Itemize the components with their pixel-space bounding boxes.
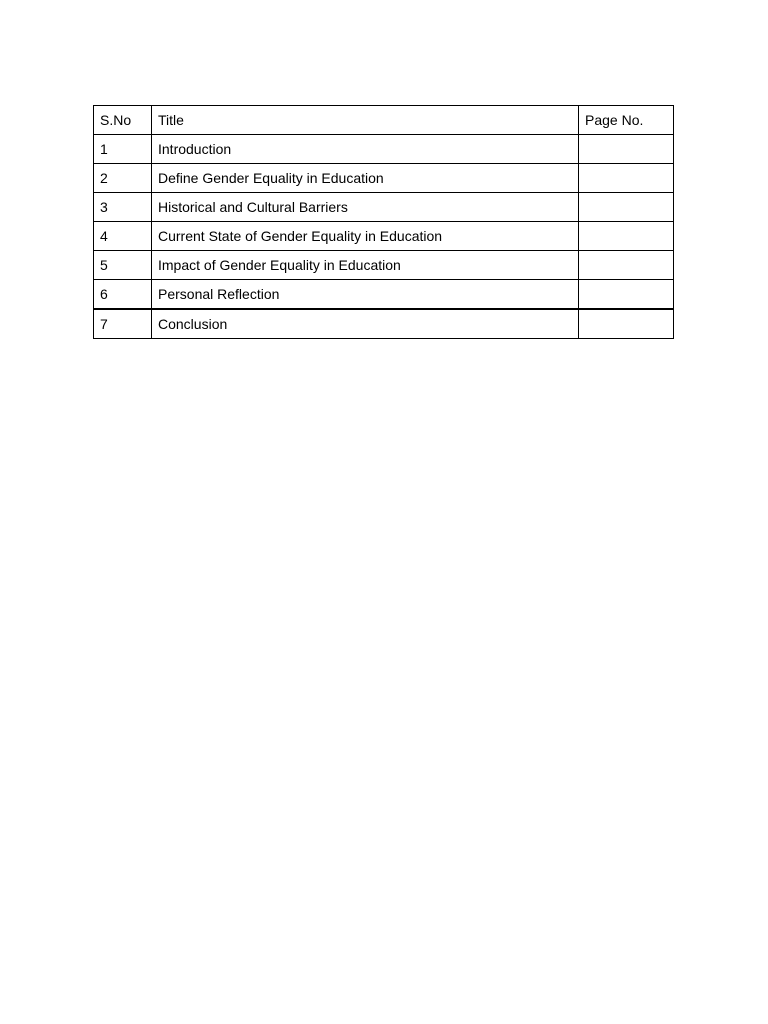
row-page-no [579, 309, 674, 339]
row-title: Introduction [152, 135, 579, 164]
row-page-no [579, 135, 674, 164]
table-row [94, 135, 674, 164]
row-sno: 6 [94, 280, 152, 310]
header-sno: S.No [94, 106, 152, 135]
table-row [94, 193, 674, 222]
table-header-row [94, 106, 674, 135]
row-sno: 1 [94, 135, 152, 164]
table-row [94, 251, 674, 280]
row-page-no [579, 251, 674, 280]
row-sno: 5 [94, 251, 152, 280]
row-sno: 2 [94, 164, 152, 193]
row-page-no [579, 164, 674, 193]
row-title: Current State of Gender Equality in Education [152, 222, 579, 251]
row-title: Conclusion [152, 309, 579, 339]
row-page-no [579, 222, 674, 251]
row-title: Historical and Cultural Barriers [152, 193, 579, 222]
table-row [94, 222, 674, 251]
row-page-no [579, 193, 674, 222]
row-page-no [579, 280, 674, 310]
table-of-contents [93, 105, 674, 339]
table-row [94, 164, 674, 193]
header-page-no: Page No. [579, 106, 674, 135]
row-title: Define Gender Equality in Education [152, 164, 579, 193]
row-sno: 3 [94, 193, 152, 222]
row-sno: 7 [94, 309, 152, 339]
row-sno: 4 [94, 222, 152, 251]
table-row [94, 280, 674, 310]
row-title: Impact of Gender Equality in Education [152, 251, 579, 280]
row-title: Personal Reflection [152, 280, 579, 310]
header-title: Title [152, 106, 579, 135]
table-row [94, 309, 674, 339]
